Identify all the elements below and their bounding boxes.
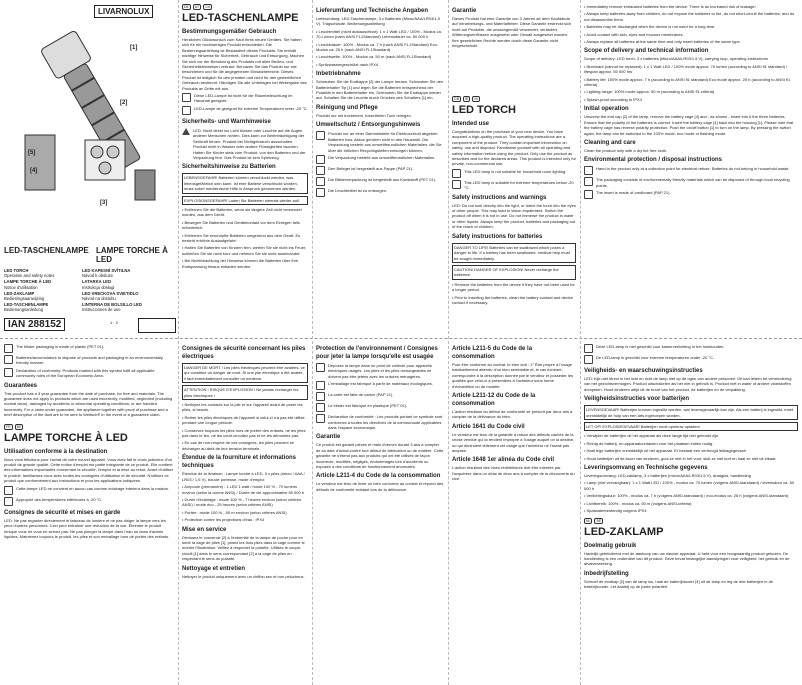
de-battery_bullets-3: • Halten Sie Batterien von Kindern fern, werfen Sie sie nicht ins Feuer, schließen Sie sie nicht kurz und nehmen Sie sie nicht auseinander. bbox=[182, 245, 308, 256]
de-battery_h: Sicherheitshinweise zu Batterien bbox=[182, 164, 276, 171]
nl-battery_w2: LET OP! EXPLOSIEGEVAAR! Batterijen nooit opnieuw opladen! bbox=[586, 424, 700, 430]
callout-1: [1] bbox=[130, 45, 138, 51]
gb2-icons-0: The blister packaging is made of plastic (PET 01). bbox=[16, 344, 105, 349]
panel-nl bbox=[584, 342, 798, 682]
brand-logo: LIVARNOLUX bbox=[94, 5, 153, 18]
lang-entry bbox=[82, 279, 154, 289]
de-battery_bullets-2: • Entfernen Sie erschöpfte Batterien umgehend aus dem Gerät. Es besteht erhöhte Auslaufgefahr! bbox=[182, 233, 308, 244]
de-intended: Herzlichen Glückwunsch zum Kauf Ihres neuen Gerätes. Sie haben sich für ein hochwertiges Produkt entschieden. Die Bedienungsanleitung ist Bestandteil dieses Produkts. Sie enthält wichtige Hinweise für Sicherheit, Gebrauch und Entsorgung. Machen Sie sich vor der Benutzung des Produkts mit allen Bedien- und Sicherheitshinweisen vertraut. Benutzen Sie das Produkt nur wie beschrieben und für die angegebenen Einsatzbereiche. Dieses Produkt ist lediglich für den privaten und nicht für den gewerblichen Gebrauch bestimmt. Händigen Sie alle Unterlagen bei Weitergabe des Produkts an Dritte mit aus. bbox=[182, 37, 307, 91]
fr-start: Dévissez le couvercle [2] à l'extrémité de la lampe de poche pour en sortir la cage de piles [1], posez les trois piles dans la cage comme le montre l'illustration. Veillez à respecter la polarité. Utilisez le coupe-circuit [1] dans le sens correspondant [2] à la cage de piles en respectant le sens du polarité. bbox=[182, 534, 305, 562]
callout-4: [4] bbox=[30, 168, 38, 174]
nl-start: Schroef de eindkap [2] van de lamp los, haal de batterijhouder [4] uit de lamp en leg de drie batterijen in de batterijhouder. Let daarbij op de juiste polariteit. bbox=[584, 578, 774, 590]
cover-languages-6-sub: Návod na obsluhu bbox=[82, 296, 116, 302]
cover-languages-5-name: LATARKA LED bbox=[82, 279, 111, 285]
pap-icon bbox=[316, 392, 325, 401]
fr-art: Le vendeur est tenu de livrer un bien conforme au contrat et répond des défauts de conformité existant lors de la délivrance. bbox=[316, 481, 444, 492]
cover-languages-0-name: LED TORCH bbox=[4, 268, 29, 273]
house-icon bbox=[584, 344, 593, 353]
de-flags-2: CH bbox=[205, 5, 211, 9]
panel-gb-3 bbox=[4, 342, 174, 682]
de-battery_w2: EXPLOSIONSGEFAHR! Laden Sie Batterien niemals wieder auf! bbox=[184, 197, 300, 203]
nl-icons-1: De LED-lamp is geschikt voor extreme temperaturen onder -20 °C. bbox=[596, 355, 715, 360]
nl-battery_h: Veiligheidsinstructies voor batterijen bbox=[584, 396, 690, 403]
de-warranty: Dieses Produkt hat eine Garantie von 3 Jahren ab dem Kaufdatum auf Verarbeitungs- und Materialfehler. Diese Garantie erstreckt sich nicht auf Produkte, die unsachgemäß verwendet, verändert, Witterungseinflüssen ausgesetzt oder Gewalt ausgesetzt wurden. Ihre gesetzlichen Rechte werden durch diese Garantie nicht eingeschränkt. bbox=[452, 16, 572, 49]
nl-flags-0: NL bbox=[586, 518, 591, 523]
nl-tech-2: • Lichtbereik: 100% - modus ca. 50 m (volgens ANSI-criteria) bbox=[584, 501, 798, 506]
de-intended_h: Bestimmungsgemäßer Gebrauch bbox=[182, 29, 277, 35]
fr-battery_w2: ATTENTION ! RISQUE D'EXPLOSION ! Ne jamais recharger les piles électriques ! bbox=[184, 387, 299, 398]
cover-languages-1-sub: Notice d'utilisation bbox=[4, 284, 38, 290]
nl-tech-3: • Spatwaterbestendig volgens IPX4 bbox=[584, 508, 798, 513]
de-battery_bullets-0: • Entfernen Sie die Batterien, wenn sie längere Zeit nicht verwendet wurden, aus dem Gerät. bbox=[182, 207, 308, 218]
nl-battery_bullets-0: • Verwijder de batterijen uit het apparaat als deze lange tijd niet gebruikt zijn. bbox=[584, 433, 798, 438]
gb-clean_h: Cleaning and care bbox=[584, 139, 636, 146]
recycle-icon bbox=[316, 381, 325, 390]
fr-battery_bullets-2: • Conservez toujours les piles hors de portée des enfants, ne les jetez pas dans le feu, ne les court-circuitez pas et ne les démontez pas. bbox=[182, 428, 308, 439]
fr-tech-3: • Protection contre les projections d'eau : IPX4 bbox=[182, 517, 308, 522]
nl-tech-1: • Verlichtingsduur: 100% - modus ca. 7 h (volgens ANSI-standaard) / eco-modus ca. 25 h (volgens ANSI-standaard) bbox=[584, 493, 798, 498]
fr-art3: L'action résultant du défaut de conformité se prescrit par deux ans à compter de la délivrance du bien. bbox=[452, 409, 573, 420]
weee-bin-icon bbox=[316, 131, 325, 140]
nl-start_h: Inbedrijfstelling bbox=[584, 570, 629, 577]
nl-safety_h: Veiligheids- en waarschuwingsinstructies bbox=[584, 368, 703, 374]
fr-art5_h: Article 1648 1er alinéa du Code civil bbox=[452, 457, 555, 464]
gb-battery_bullets-0: • Remove the batteries from the device if they have not been used for a longer period. bbox=[452, 282, 576, 293]
gb-flags-0: GB bbox=[454, 97, 460, 101]
cover-languages-4-name: LED KAPESNÍ SVÍTILNA bbox=[82, 268, 131, 273]
de-icon1: Diese LED-Lampe ist nicht für die Raumbeleuchtung im Haushalt geeignet. bbox=[194, 93, 293, 104]
nl-delivery: Leveringsomvang: LED-zaklamp, 3 x batterijen (micro/AAA/LR03/1,5 V), draaglus, handleiding bbox=[584, 473, 751, 479]
gb-env_h: Environmental protection / disposal instructions bbox=[584, 157, 723, 164]
fr-delivery_h: Étendue de la fourniture et informations techniques bbox=[182, 455, 297, 470]
gb-scope_h: Scope of delivery and technical information bbox=[584, 48, 709, 55]
gb-battery_bullets-1: • Prior to inserting the batteries, clean the battery contact and device contact if necessary. bbox=[452, 295, 576, 306]
lang-entry bbox=[82, 302, 154, 312]
fr-env_icons-2: La carte est faite de carton (PAP 21). bbox=[328, 392, 394, 398]
page-marker: 1 · 2 bbox=[110, 320, 119, 325]
pap-icon bbox=[316, 166, 325, 175]
lang-entry bbox=[4, 302, 76, 312]
fold-line-horizontal bbox=[0, 338, 802, 339]
lang-entry bbox=[82, 291, 154, 301]
de-tech-2: • Leuchtweite: 100% - Modus ca. 50 m (nach ANSI FL1Standard) bbox=[316, 54, 444, 59]
nl-flags-1: BE bbox=[596, 518, 602, 523]
fr-art_h: Article L211-4 du Code de la consommation bbox=[316, 473, 441, 480]
fold-line-1 bbox=[178, 0, 179, 685]
de-env_icons-0: Die Verpackung besteht aus umweltfreundlichen Materialien. bbox=[328, 154, 436, 160]
de-clean: Produkt nur mit trockenem, fusselfreien Tuch reinigen. bbox=[316, 112, 412, 118]
fr-warranty_h: Garantie bbox=[316, 434, 341, 441]
de-flags-1: AT bbox=[194, 5, 200, 9]
fr-safety: LED: Ne pas regarder directement le faisceau de lumière et ne pas diriger la lampe vers les yeux d'autres personnes. Ceci peut entraîner une réduction de la vue. Éteindre le produit lorsque vous ne vous en servez pas. Ne pas plonger la lampe dans l'eau ou dans d'autres liquides. Maintenez toujours le produit, les piles et son emballage hors de portée des enfants. bbox=[4, 517, 170, 539]
de-warranty_h: Garantie bbox=[452, 8, 477, 14]
fr-decl: Déclaration de conformité : Les produits portant ce symbole sont conformes à toutes les directives de la communauté applicables dans l'espace économique. bbox=[328, 414, 443, 431]
nl-safety: LED: Kijk niet direct in het licht en richt de lamp niet op de ogen van andere personen. Dit kan leiden tot vermindering van het gezichtsvermogen. Product uitschakelen als het niet in gebruik is. Product niet in water of andere vloeistoffen dompelen. Houd kinderen altijd uit de buurt van het product, de batterijen en de verpakking. bbox=[584, 376, 792, 392]
callout-3: [3] bbox=[100, 200, 108, 206]
pet-icon bbox=[316, 403, 325, 412]
de-start_h: Inbetriebnahme bbox=[316, 71, 361, 78]
fr-safety_h: Consignes de sécurité et mises en garde bbox=[4, 509, 121, 516]
house-icon bbox=[182, 93, 191, 102]
gb-bullets_top-3: • Avoid contact with skin, eyes and mucous membranes. bbox=[584, 32, 798, 37]
ian-number: IAN 288152 bbox=[4, 318, 65, 331]
nl-intended: Hartelijk gefeliciteerd met de aankoop van uw nieuwe apparaat. U hebt voor een hoogwaardig product gekozen. De handleiding is een onderdeel van dit product. Deze bevat belangrijke aanwijzingen voor veiligheid, het gebruik en de afvalverwerking. bbox=[584, 550, 790, 567]
fr-clean: Nettoyer le produit uniquement avec un chiffon sec et non pelucheux. bbox=[182, 573, 305, 579]
fr-env_icons-0: Déposez la lampe dans un point de collecte pour appareils électriques usagés. Les piles et les piles rechargeables ne doivent pas être jetées avec les ordures ménagères. bbox=[328, 363, 432, 379]
lang-entry bbox=[4, 279, 76, 289]
ce-icon bbox=[316, 414, 325, 423]
gb-flags-1: IE bbox=[465, 97, 469, 101]
fr-tech-2: • Portée : mode 100 % - 50 m environ (selon critères ANSI) bbox=[182, 510, 308, 515]
weee-bin-icon bbox=[584, 166, 593, 175]
cover-languages-5-sub: Instrukcja obsługi bbox=[82, 284, 115, 290]
lang-entry bbox=[4, 268, 76, 278]
gb-icon1: This LED lamp is not suitable for household room lighting. bbox=[464, 168, 567, 174]
warning-icon bbox=[182, 128, 190, 135]
de-battery_w1: LEBENSGEFAHR! Batterien können verschluckt werden, was lebensgefährlich sein kann. Ist eine Batterie verschluckt worden, muss sofort medizinische Hilfe in Anspruch genommen werden. bbox=[184, 175, 298, 192]
gb2-warranty: This product has a 3 year guarantee from the date of purchase, for free and materials. The guarantee does not apply to products which are used incorrectly, modified, neglected (including normal wear), damaged by accidents or abnormal operating conditions, or are handled incorrectly. For a claim under guarantee, the appliance together with proof of purchase and a brief description of the fault are to be sent to Weltsch® in the event of a guarantee claim. bbox=[4, 390, 173, 418]
panel-gb bbox=[584, 4, 798, 336]
fr-delivery: Étendue de la livraison : Lampe torche à LED, 3 x piles (micro / AAA / LR03 / 1,5 V), boucle porteuse, mode d'emploi bbox=[182, 471, 305, 482]
cover-languages-2-name: LED-ZAKLAMP bbox=[4, 290, 35, 296]
de-battery_bullets-4: • Bei Nichtbeachtung der Hinweise können die Batterien über ihre Endspannung hinaus entladen werden. bbox=[182, 258, 308, 269]
fr-tech-0: • Ampoule (permanent) : 1 LED 1 watt / mode 100 % - 70 lumens environ (selon la norme ANSI) / Durée de vie approximative 50 000 h bbox=[182, 484, 308, 495]
de-tech-1: • Leuchtdauer: 100% - Modus ca. 7 h (nach ANSI FL1Standard) Eco-Modus ca. 25 h (nach ANSI FL1Standard) bbox=[316, 42, 444, 53]
fr-battery_h: Consignes de sécurité concernant les piles électriques bbox=[182, 346, 306, 360]
de-start: Schrauben Sie die Endkappe [2] der Lampe heraus. Schrauben Sie den Batteriehalter Tip [1] und legen Sie die Batterien entsprechend der Polarität in den Batteriehalter ein. Schrauben Sie die Endkappe wieder auf. Schalten Sie die Leuchte durch Drücken des Schalters [1] ein. bbox=[316, 79, 444, 101]
recycle-icon bbox=[584, 177, 593, 186]
nl-intended_h: Doelmatig gebruik bbox=[584, 542, 637, 549]
gb-flags-2: NI bbox=[474, 97, 478, 101]
cover-languages-7-name: LINTERNA DE BOLSILLO LED bbox=[82, 302, 142, 308]
gb-env_icons-0: Hand in the product only at a collection point for electrical refuse. Batteries do not belong in household waste. bbox=[596, 166, 790, 172]
gb-bullets_top-4: • Always replace all batteries at the same time and only insert batteries of the same type. bbox=[584, 39, 798, 44]
lang-entry bbox=[82, 268, 154, 278]
fr-icon2: Approprié des températures inférieures à -20 °C. bbox=[16, 496, 103, 502]
de-icon2: LED-Lampe ist geeignet für extreme Temperaturen unter -20 °C. bbox=[194, 105, 308, 111]
gb-scope_items-3: • Splash-proof according to IPX4 bbox=[584, 97, 798, 102]
fr-warranty: Ce produit est garanti pièces et main d'œuvre durant 3 ans à compter de sa date d'achat contre tout défaut de fabrication ou de matière. Cette garantie ne s'étend pas aux produits qui ont été utilisés de façon incorrecte, modifiés, négligés, endommagés lors d'accidents ou exposés à des conditions de fonctionnement anormales. bbox=[316, 442, 444, 470]
fr-art2: Pour être conforme au contrat, le bien doit : 1° Être propre à l'usage habituellement attendu d'un bien semblable et, le cas échéant, correspondre à la description donnée par le vendeur et posséder les qualités que celui-ci a présentées à l'acheteur sous forme d'échantillon ou de modèle. bbox=[452, 362, 573, 389]
pap-icon bbox=[584, 190, 593, 199]
fr-start_h: Mise en service bbox=[182, 526, 227, 533]
recycle-icon bbox=[4, 355, 13, 364]
cover-languages-7-sub: Instrucciones de uso bbox=[82, 307, 121, 313]
callout-5: [5] bbox=[28, 150, 36, 156]
nl-battery_w1: LEVENSGEVAAR! Batterijen kunnen ingeslikt worden, wat levensgevaarlijk kan zijn. Als een batterij is ingeslikt, moet onmiddellijk de hulp van een arts ingeroepen worden. bbox=[586, 407, 794, 418]
de-env: Produkt nur an einer Sammelstelle für Elektroschrott abgeben. Batterien bzw. Akkus gehören nicht in den Hausmüll. Die Verpackung besteht aus umweltfreundlichen Materialien, die Sie über die örtlichen Recyclingstellen entsorgen können. bbox=[328, 131, 442, 153]
panel-gb-2 bbox=[452, 96, 576, 336]
de-env_icons-2: Die Blisterverpackung ist hergestellt aus Kunststoff (PET 01). bbox=[328, 176, 437, 182]
weee-bin-icon bbox=[316, 363, 325, 372]
gb-scope: Scope of delivery: LED torch, 3 x batteries (Micro/AAA/LR03/1.5 V), carrying loop, operating instructions bbox=[584, 56, 768, 62]
gb-env_icons-1: The packaging consists of environmentally friendly materials which can be disposed of through local recycling points. bbox=[596, 177, 790, 188]
fold-line-3 bbox=[448, 0, 449, 685]
gb-intended: Congratulations on the purchase of your new device. You have acquired a high-quality product. The operating instructions are a component of the product. They contain important information on safety, use and disposal. Familiarise yourself with all operating and safety information before using the product. Only use the product as described and for the declared areas. This product is intended only for private, non-commercial use. bbox=[452, 129, 576, 167]
fr-art2_h: Article L211-5 du Code de la consommation bbox=[452, 346, 533, 360]
gb-safety: LED: Do not look directly into the light, or direct the torch into the eyes of other people. This may lead to vision impairment. Switch the product off when it is not in use. Do not immerse the product in water or other liquids. Always keep the product, batteries and packaging out of the reach of children. bbox=[452, 202, 576, 230]
gb-safety_h: Safety instructions and warnings bbox=[452, 194, 547, 201]
gb-intended_h: Intended use bbox=[452, 121, 490, 127]
fr-art5: L'action résultant des vices rédhibitoires doit être intentée par l'acquéreur dans un délai de deux ans à compter de la découverte du vice. bbox=[452, 465, 575, 482]
panel-fr-4 bbox=[452, 342, 576, 682]
recycle-icon bbox=[316, 155, 325, 164]
fr-battery_bullets-3: • En cas de non-respect de ces consignes, les piles peuvent se décharger au-delà de leur tension terminale. bbox=[182, 440, 308, 451]
lang-entry bbox=[4, 291, 76, 301]
gb-battery_h: Safety instructions for batteries bbox=[452, 233, 543, 240]
cover-title-fr: LAMPE TORCHE À LED bbox=[96, 246, 168, 264]
fold-line-4 bbox=[580, 0, 581, 685]
torch-illustration-exploded bbox=[15, 130, 175, 220]
de-battery_bullets-1: • Bewegen Sie Batterien und Gerätekontakt vor dem Einlegen falls erforderlich. bbox=[182, 220, 308, 231]
de-flags-0: DE bbox=[184, 5, 189, 9]
de-clean_h: Reinigung und Pflege bbox=[316, 104, 378, 111]
gb-env_icons-2: The insert is made of cardboard (PAP 21). bbox=[596, 190, 671, 196]
pet-icon bbox=[4, 344, 13, 353]
nl-icons-0: Deze LED-lamp is niet geschikt voor kamerverlichting in het huishouden. bbox=[596, 344, 725, 349]
thermometer-icon bbox=[452, 180, 461, 189]
gb-init: Unscrew the end cap [2] of the lamp, remove the battery cage [4] and - as shown - insert into it the three batteries. Ensure that the polarity of the batteries is correct. Insert the battery cage [4] back into the housing [1]. Please note that the battery cage has reverse polarity protection. Push the on/off button [1] to turn on the lamp. By pressing the switch again, the lamp can be switched to the 100% mode, eco mode or flashing mode. bbox=[584, 114, 794, 136]
gb-title: LED TORCH bbox=[452, 104, 516, 116]
de-tech-3: • Spritzwassergeschützt nach IPX4 bbox=[316, 62, 444, 67]
fr-title: LAMPE TORCHE À LED bbox=[4, 431, 128, 444]
gb2-icons-1: Batteries/accumulators to dispose of products and packaging in an environmentally friendly manner. bbox=[16, 355, 163, 366]
thermometer-icon bbox=[182, 106, 191, 115]
gb-scope_items-0: • Illuminant (cannot be replaced): 1 x 1 Watt LED / 100% mode approx. 70 lumen (according to ANSI fl1 standard) / lifespan approx. 50 000 hrs bbox=[584, 64, 798, 75]
gb-scope_items-1: • Battery life: 100% mode approx. 7 h (according to ANSI fl1 standard) Eco mode approx. 25 h (according to ANSI fl1 criteria) bbox=[584, 77, 798, 88]
thermometer-icon bbox=[4, 497, 13, 506]
ce-icon bbox=[4, 368, 13, 377]
thermometer-icon bbox=[584, 355, 593, 364]
cover-languages-3-sub: Bedienungsanleitung bbox=[4, 307, 44, 313]
gb-clean: Clean the product only with a dry lint free cloth. bbox=[584, 147, 668, 153]
de-env_icons-1: Den Beleger ist hergestellt aus Pappe (PAP 21). bbox=[328, 165, 414, 171]
cover-languages-3-name: LED-TASCHENLAMPE bbox=[4, 302, 49, 308]
bulb-icon bbox=[316, 188, 325, 197]
fr-tech-1: • Durée d'éclairage : mode 100 % - 7 heures environ (selon critères ANSI) / mode éco - 25 heures (selon critères ANSI) bbox=[182, 497, 308, 508]
de-safety_h: Sicherheits- und Warnhinweise bbox=[182, 118, 271, 125]
fr-icon1: Cette lampe LED ne convient en aucun cas comme éclairage intérieur dans la maison. bbox=[16, 485, 170, 491]
gb-icon2: This LED lamp is suitable for extreme temperatures below -20 °C. bbox=[464, 179, 574, 191]
cover-languages-6-name: LED VRECKOVÁ SVIETIDLO bbox=[82, 290, 139, 296]
pet-icon bbox=[316, 177, 325, 186]
fr-battery_w1: DANGER DE MORT ! Les piles électriques peuvent être avalées, ce qui constitue un danger de mort. Si une pile électrique a été avalée, il faut immédiatement consulter un médecin. bbox=[184, 365, 305, 381]
cover-languages-2-sub: Bedieningsaanwijzing bbox=[4, 296, 45, 302]
panel-fr-2 bbox=[182, 342, 308, 682]
cover-title-de: LED-TASCHENLAMPE bbox=[4, 246, 89, 255]
nl-tech-0: • Lamp (niet vervangbaar): 1 x 1 Watt LED / 100% - modus ca. 70 lumen (volgens ANSI-standaard) / levensduur ca. 50 000 h bbox=[584, 480, 798, 491]
fr-art4: Le vendeur est tenu de la garantie à raison des défauts cachés de la chose vendue qui la rendent impropre à l'usage auquel on la destine, ou qui diminuent tellement cet usage que l'acheteur ne l'aurait pas acquise. bbox=[452, 431, 575, 454]
panel-de-2 bbox=[316, 4, 444, 336]
house-icon bbox=[4, 486, 13, 495]
fold-line-2 bbox=[312, 0, 313, 685]
nl-battery_bullets-3: • Houd batterijen uit de buurt van kinderen, gooi ze niet in het vuur, sluit ze niet kort en haal ze niet uit elkaar. bbox=[584, 456, 798, 461]
fr-art3_h: Article L211-12 du Code de la consommation bbox=[452, 393, 536, 408]
nl-title: LED-ZAKLAMP bbox=[584, 525, 664, 538]
de-tech-0: • Leuchtmittel (nicht austauschbar): 1 x 1 Watt LED / 100% - Modus ca. 70 Lumen (nach ANSI FL1Standard) Lebensdauer ca. 50 000 h bbox=[316, 29, 444, 40]
gb-bullets_top-1: • Always keep batteries away from children, do not expose the batteries to fire, do not short-circuit the batteries, and do not disassemble them. bbox=[584, 11, 798, 22]
fr-env_h: Protection de l'environnement / Consignes pour jeter la lampe lorsqu'elle est usagée bbox=[316, 346, 438, 360]
language-list bbox=[4, 268, 154, 313]
panel-de bbox=[182, 4, 308, 336]
nl-delivery_h: Leveringsomvang en Technische gegevens bbox=[584, 465, 708, 472]
gb2-warranty_h: Guarantees bbox=[4, 382, 38, 389]
callout-2: [2] bbox=[120, 100, 128, 106]
nl-battery_bullets-2: • Haal lege batterijen onmiddellijk uit het apparaat. Er bestaat een verhoogd lekkagegevaar! bbox=[584, 448, 798, 453]
gb-bullets_top-2: • Batteries may be discharged when the device is not used for a long time. bbox=[584, 24, 798, 29]
de-env_icons-3: Die Leuchtmittel ist zu entsorgen. bbox=[328, 187, 388, 193]
fr-intended_h: Utilisation conforme à la destination bbox=[4, 448, 108, 455]
fr-env_icons-3: Le blister est fabriqué en plastique (PET 01). bbox=[328, 403, 408, 409]
recycle-icon bbox=[138, 318, 176, 333]
fr-art4_h: Article 1641 du Code civil bbox=[452, 423, 525, 430]
gb-battery_w2: CAUTION! DANGER OF EXPLOSION! Never recharge the batteries! bbox=[454, 266, 559, 278]
cover-languages-4-sub: Návod k obsluze bbox=[82, 273, 113, 279]
de-title: LED-TASCHENLAMPE bbox=[182, 12, 299, 24]
cover-languages-0-sub: Operation and safety notes bbox=[4, 273, 55, 279]
panel-fr-3 bbox=[316, 342, 444, 682]
gb-scope_items-2: • Lighting range: 100% mode approx. 50 m (according to ANSI fl1 criteria) bbox=[584, 89, 798, 94]
fr-env_icons-1: L'emballage est fabriqué à partir de matériaux écologiques. bbox=[328, 381, 433, 387]
de-delivery_h: Lieferumfang und Technische Angaben bbox=[316, 8, 429, 14]
fr-battery_bullets-0: • Nettoyez les contacts sur la pile et sur l'appareil avant de poser les piles, si besoin. bbox=[182, 402, 308, 413]
cover-languages-1-name: LAMPE TORCHE À LED bbox=[4, 279, 52, 285]
gb-battery_w1: DANGER TO LIFE! Batteries can be swallowed which poses a danger to life. If a battery has been swallowed, medical help must be sought immediately. bbox=[454, 244, 570, 261]
fr-flags-0: FR bbox=[6, 424, 11, 429]
fr-intended: Nous vous félicitons pour l'achat de votre nouvel appareil. Vous avez fait le choix judicieux d'un produit de grande qualité. Cette notice d'emploi est partie intégrante de ce produit. Elle contient des informations importantes concernant la sécurité, l'emploi et la mise au rebut. Avant d'utiliser le produit, familiarisez-vous avec toutes les consignes d'utilisation et de sécurité. N'utilisez ce produit que conformément aux instructions et pour les applications indiquées. bbox=[4, 456, 174, 484]
house-icon bbox=[452, 169, 461, 178]
gb-init_h: Initial operation bbox=[584, 106, 629, 113]
de-env_h: Umweltschutz / Entsorgungshinweis bbox=[316, 122, 421, 129]
gb-bullets_top-0: • Immediately remove exhausted batteries from the device. There is an increased risk of leakage! bbox=[584, 4, 798, 9]
gb2-decl: Declaration of conformity: Products marked with this symbol fulfil all applicable community rules of the European Economic Area. bbox=[16, 367, 155, 379]
de-delivery: Lieferumfang: LED-Taschenlampe, 3 x Batterien (Micro/AAA/LR03/1,5 V). Tragschlaufe. Bedienungsanleitung bbox=[316, 16, 440, 27]
fr-battery_bullets-1: • Retirer les piles électriques de l'appareil si celui-ci n'a pas été utilisé pendant une longue période. bbox=[182, 415, 308, 426]
fr-clean_h: Nettoyage et entretien bbox=[182, 565, 246, 572]
nl-battery_bullets-1: • Reinig de batterij- en apparaatcontacten voor het plaatsen indien nodig. bbox=[584, 441, 798, 446]
fr-flags-1: BE bbox=[16, 424, 22, 429]
de-safety: LED: Nicht direkt ins Licht blicken oder Leuchte auf die Augen anderer Menschen richten. Dies kann zur Beeinträchtigung der Sehkraft führen. Produkt bei Nichtgebrauch ausschalten. Produkt nicht in Wasser oder andere Flüssigkeiten tauchen. Halten Sie Kinder stets vom Produkt, von den Batterien und der Verpackung fern. Das Produkt ist kein Spielzeug. bbox=[193, 127, 306, 160]
